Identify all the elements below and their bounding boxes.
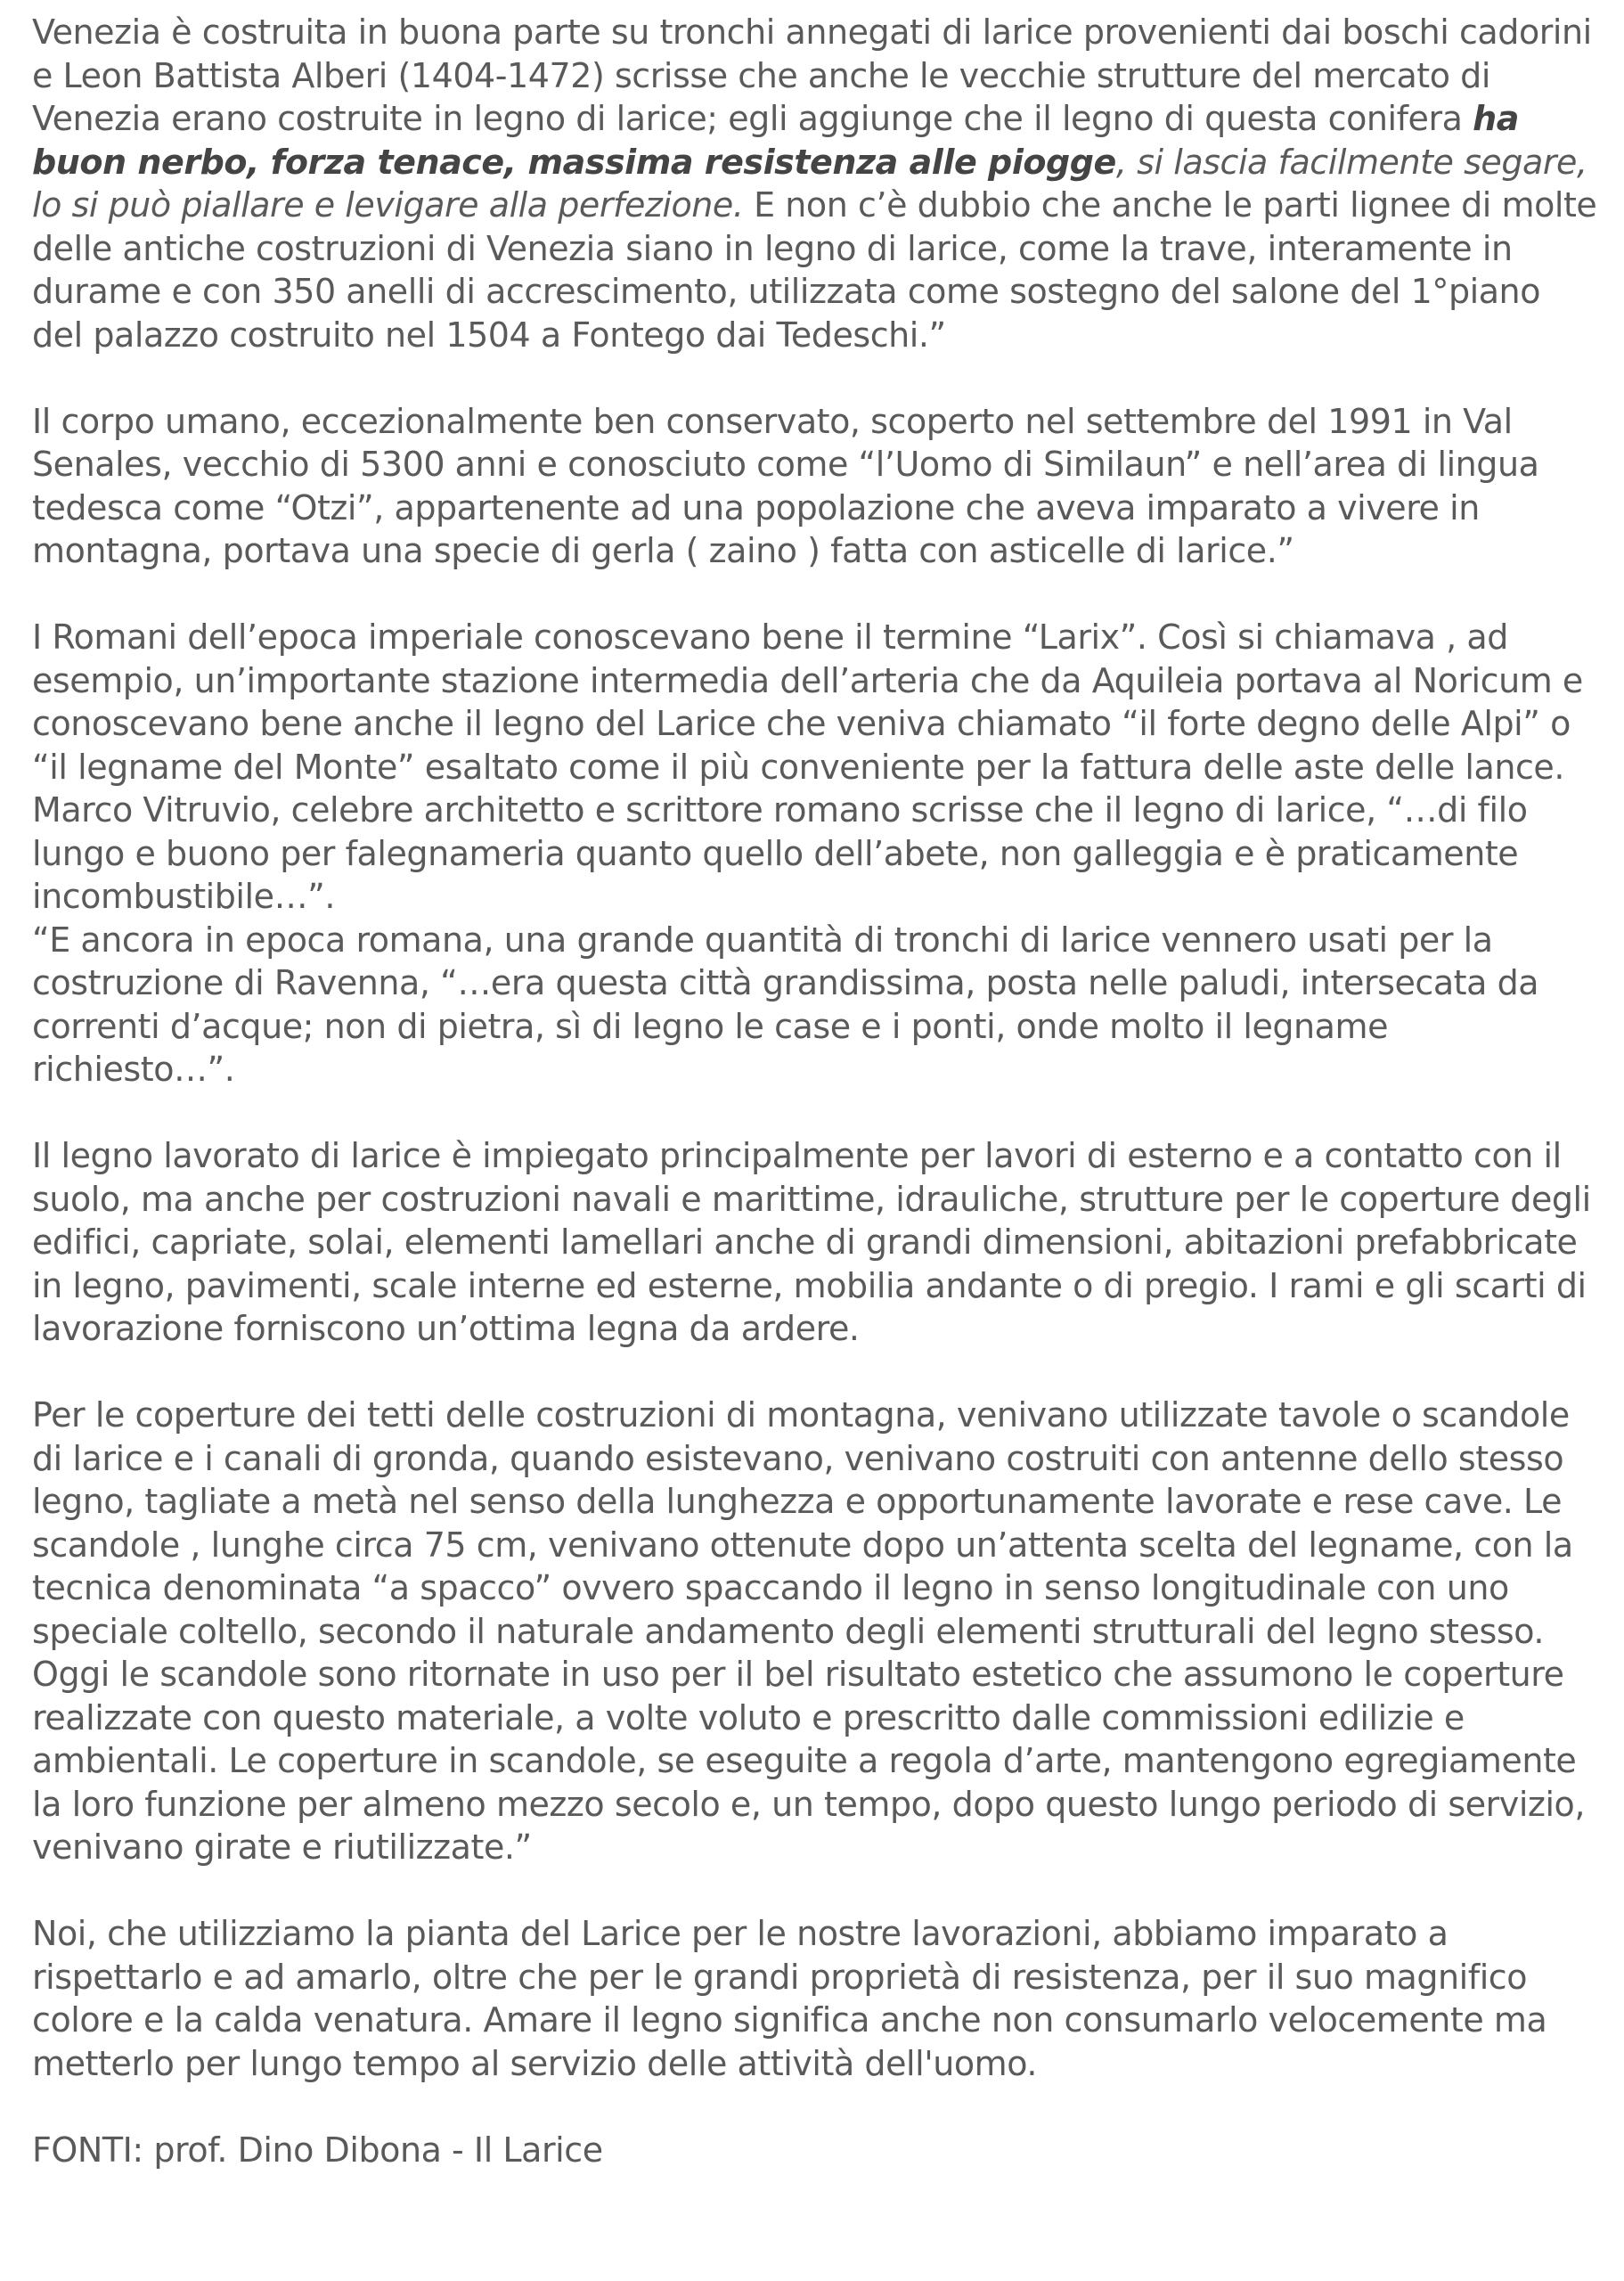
- paragraph-venezia: [32, 11, 1600, 356]
- paragraph-conclusione: Noi, che utilizziamo la pianta del Larice per le nostre lavorazioni, abbiamo imparato a rispettarlo e ad amarlo, oltre che per le grandi proprietà di resistenza, per il suo magnifico colore e la calda venatura. Amare il legno significa anche non consumarlo velocemente ma metterlo per lungo tempo al servizio delle attività dell'uomo.: [32, 1914, 1547, 2083]
- paragraph-venezia-text-b: E non c’è dubbio che anche le parti lignee di molte delle antiche costruzioni di Venezia siano in legno di larice, come la trave, interamente in durame e con 350 anelli di accrescimento, utilizzata come sostegno del salone del 1°piano del palazzo costruito nel 1504 a Fontego dai Tedeschi.”: [32, 185, 1597, 355]
- paragraph-venezia-text-a: Venezia è costruita in buona parte su tronchi annegati di larice provenienti dai boschi cadorini e Leon Battista Alberi (1404-1472) scrisse che anche le vecchie strutture del mercato di Venezia erano costruite in legno di larice; egli aggiunge che il legno di questa conifera: [32, 12, 1592, 138]
- sources-line: FONTI: prof. Dino Dibona - Il Larice: [32, 2130, 603, 2170]
- paragraph-usi-legno: Il legno lavorato di larice è impiegato principalmente per lavori di esterno e a contatto con il suolo, ma anche per costruzioni navali e marittime, idrauliche, strutture per le coperture degli edifici, capriate, solai, elementi lamellari anche di grandi dimensioni, abitazioni prefabbricate in legno, pavimenti, scale interne ed esterne, mobilia andante o di pregio. I rami e gli scarti di lavorazione forniscono un’ottima legna da ardere.: [32, 1136, 1591, 1348]
- paragraph-similaun: Il corpo umano, eccezionalmente ben conservato, scoperto nel settembre del 1991 in Val Senales, vecchio di 5300 anni e conosciuto come “l’Uomo di Similaun” e nell’area di lingua tedesca come “Otzi”, appartenente ad una popolazione che aveva imparato a vivere in montagna, portava una specie di gerla ( zaino ) fatta con asticelle di larice.”: [32, 401, 1539, 570]
- paragraph-ravenna: “E ancora in epoca romana, una grande quantità di tronchi di larice vennero usati per la costruzione di Ravenna, “…era questa città grandissima, posta nelle paludi, intersecata da correnti d’acque; non di pietra, sì di legno le case e i ponti, onde molto il legname richiesto…”.: [32, 920, 1539, 1089]
- paragraph-coperture: Per le coperture dei tetti delle costruzioni di montagna, venivano utilizzate tavole o scandole di larice e i canali di gronda, quando esistevano, venivano costruiti con antenne dello stesso legno, tagliate a metà nel senso della lunghezza e opportunamente lavorate e rese cave. Le scandole , lunghe circa 75 cm, venivano ottenute dopo un’attenta scelta del legname, con la tecnica denominata “a spacco” ovvero spaccando il legno in senso longitudinale con uno speciale coltello, secondo il naturale andamento degli elementi strutturali del legno stesso. Oggi le scandole sono ritornate in uso per il bel risultato estetico che assumono le coperture realizzate con questo materiale, a volte voluto e prescritto dalle commissioni edilizie e ambientali. Le coperture in scandole, se eseguite a regola d’arte, mantengono egregiamente la loro funzione per almeno mezzo secolo e, un tempo, dopo questo lungo periodo di servizio, venivano girate e riutilizzate.”: [32, 1395, 1585, 1867]
- alberti-quote-italic: , si lascia facilmente segare, lo si può piallare e levigare alla perfezione.: [32, 142, 1587, 225]
- paragraph-romani: I Romani dell’epoca imperiale conoscevano bene il termine “Larix”. Così si chiamava , ad esempio, un’importante stazione intermedia dell’arteria che da Aquileia portava al Noricum e conoscevano bene anche il legno del Larice che veniva chiamato “il forte degno delle Alpi” o “il legname del Monte” esaltato come il più conveniente per la fattura delle aste delle lance. Marco Vitruvio, celebre architetto e scrittore romano scrisse che il legno di larice, “…di filo lungo e buono per falegnameria quanto quello dell’abete, non galleggia e è praticamente incombustibile…”.: [32, 617, 1583, 916]
- article-body: [32, 11, 1600, 2171]
- alberti-quote-bold: ha buon nerbo, forza tenace, massima resistenza alle piogge: [32, 99, 1519, 182]
